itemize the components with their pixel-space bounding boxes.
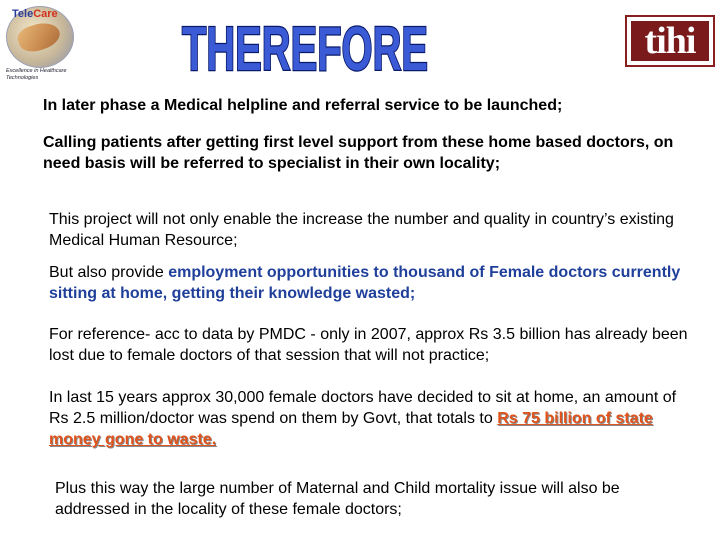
- paragraph-state-money-emphasis: Rs 75 billion of state money gone to waste.: [49, 410, 653, 448]
- telecare-logo: [2, 2, 80, 94]
- paragraph-referral: Calling patients after getting first level support from these home based doctors, on need basis will be referred to specialist in their own locality;: [43, 134, 674, 172]
- telecare-brand-text: [12, 8, 58, 20]
- paragraph-employment: [49, 262, 689, 304]
- page-title-text: THEREFORE: [182, 15, 428, 84]
- paragraph-employment-emphasis: employment opportunities to thousand of Female doctors currently sitting at home, getting their knowledge wasted;: [49, 264, 681, 302]
- paragraph-employment-plain: But also provide: [49, 264, 169, 281]
- tihi-logo-box: [631, 21, 709, 61]
- paragraph-pmdc-reference: For reference- acc to data by PMDC - only in 2007, approx Rs 3.5 billion has already been lost due to female doctors of that session that will not practice;: [49, 326, 688, 364]
- page-title: [176, 14, 434, 84]
- brand-care: Care: [33, 8, 58, 20]
- paragraph-state-money-plain: In last 15 years approx 30,000 female doctors have decided to sit at home, an amount of Rs 2.5 million/doctor was spend on them by Govt, that totals to: [49, 389, 677, 427]
- brand-tele: Tele: [12, 8, 34, 20]
- paragraph-human-resource: This project will not only enable the increase the number and quality in country’s existing Medical Human Resource;: [49, 211, 674, 249]
- telecare-tagline: Excellence in Healthcare Technologies: [6, 68, 67, 81]
- tihi-logo: [625, 15, 715, 67]
- paragraph-mortality: Plus this way the large number of Maternal and Child mortality issue will also be addressed in the locality of these female doctors;: [55, 480, 620, 518]
- paragraph-helpline: In later phase a Medical helpline and referral service to be launched;: [43, 97, 563, 114]
- tihi-logo-text: tihi: [644, 20, 696, 62]
- paragraph-state-money: [49, 387, 699, 450]
